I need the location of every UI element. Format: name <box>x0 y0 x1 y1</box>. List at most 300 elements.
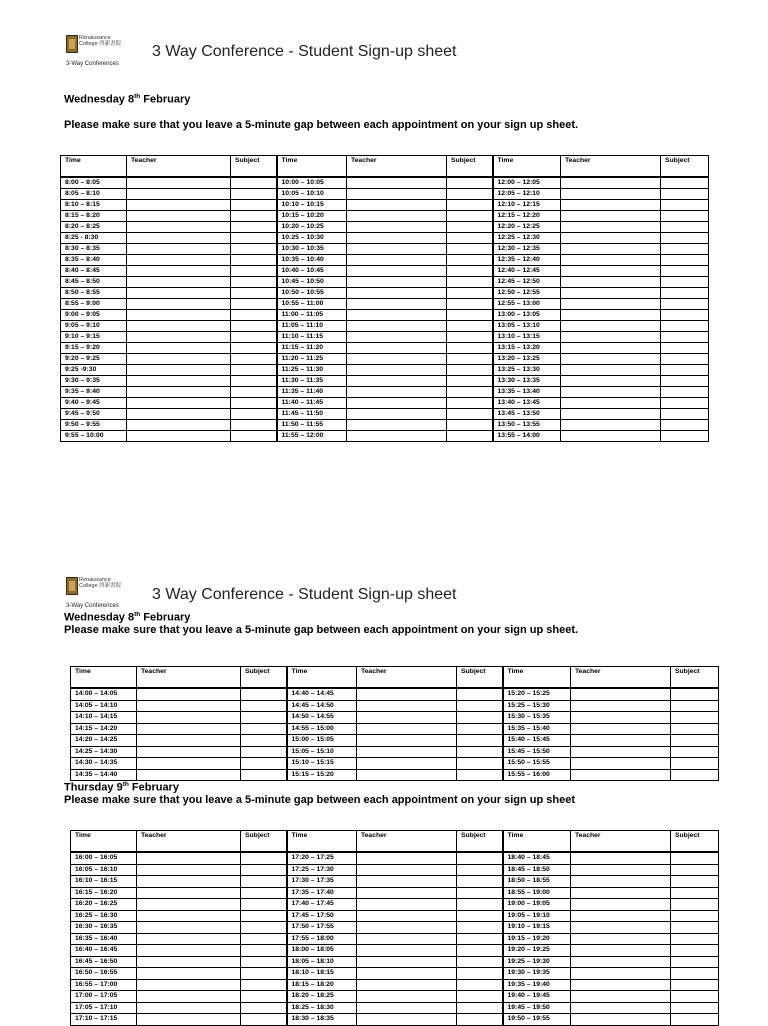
subject-cell[interactable] <box>241 1002 287 1014</box>
teacher-cell[interactable] <box>571 723 671 735</box>
subject-cell[interactable] <box>457 735 503 747</box>
teacher-cell[interactable] <box>357 933 457 945</box>
subject-cell[interactable] <box>671 864 719 876</box>
teacher-cell[interactable] <box>561 200 661 211</box>
subject-cell[interactable] <box>241 864 287 876</box>
teacher-cell[interactable] <box>357 945 457 957</box>
teacher-cell[interactable] <box>127 255 231 266</box>
subject-cell[interactable] <box>447 409 493 420</box>
teacher-cell[interactable] <box>347 354 447 365</box>
teacher-cell[interactable] <box>347 376 447 387</box>
teacher-cell[interactable] <box>137 910 241 922</box>
subject-cell[interactable] <box>671 1002 719 1014</box>
teacher-cell[interactable] <box>127 222 231 233</box>
subject-cell[interactable] <box>241 899 287 911</box>
time-slot: 12:40 – 12:45 <box>493 266 561 277</box>
subject-cell[interactable] <box>241 945 287 957</box>
subject-cell[interactable] <box>671 945 719 957</box>
teacher-cell[interactable] <box>571 712 671 724</box>
teacher-cell[interactable] <box>127 343 231 354</box>
subject-cell[interactable] <box>447 266 493 277</box>
teacher-cell[interactable] <box>127 409 231 420</box>
subject-cell[interactable] <box>447 277 493 288</box>
teacher-cell[interactable] <box>347 177 447 189</box>
subject-cell[interactable] <box>661 277 709 288</box>
subject-cell[interactable] <box>457 700 503 712</box>
teacher-cell[interactable] <box>137 876 241 888</box>
subject-cell[interactable] <box>231 376 277 387</box>
subject-cell[interactable] <box>661 266 709 277</box>
teacher-cell[interactable] <box>347 398 447 409</box>
subject-cell[interactable] <box>241 991 287 1003</box>
subject-cell[interactable] <box>447 299 493 310</box>
subject-cell[interactable] <box>447 431 493 442</box>
subject-cell[interactable] <box>241 910 287 922</box>
teacher-cell[interactable] <box>127 177 231 189</box>
subject-cell[interactable] <box>671 688 719 700</box>
teacher-cell[interactable] <box>347 255 447 266</box>
table-row <box>71 979 719 991</box>
day-heading: Wednesday 8th February <box>64 93 191 106</box>
time-slot: 19:00 – 19:05 <box>503 899 571 911</box>
teacher-cell[interactable] <box>561 420 661 431</box>
subject-cell[interactable] <box>661 255 709 266</box>
teacher-cell[interactable] <box>357 735 457 747</box>
teacher-cell[interactable] <box>561 189 661 200</box>
teacher-cell[interactable] <box>127 299 231 310</box>
subject-cell[interactable] <box>671 933 719 945</box>
teacher-cell[interactable] <box>561 177 661 189</box>
teacher-cell[interactable] <box>561 365 661 376</box>
subject-cell[interactable] <box>661 354 709 365</box>
subject-cell[interactable] <box>231 299 277 310</box>
teacher-cell[interactable] <box>561 266 661 277</box>
teacher-cell[interactable] <box>571 735 671 747</box>
teacher-cell[interactable] <box>357 910 457 922</box>
teacher-cell[interactable] <box>137 769 241 781</box>
teacher-cell[interactable] <box>347 420 447 431</box>
subject-cell[interactable] <box>457 899 503 911</box>
teacher-cell[interactable] <box>561 321 661 332</box>
subject-cell[interactable] <box>241 956 287 968</box>
teacher-cell[interactable] <box>357 1002 457 1014</box>
subject-cell[interactable] <box>671 735 719 747</box>
subject-cell[interactable] <box>241 968 287 980</box>
subject-cell[interactable] <box>231 222 277 233</box>
teacher-cell[interactable] <box>561 277 661 288</box>
subject-cell[interactable] <box>457 945 503 957</box>
subject-cell[interactable] <box>671 700 719 712</box>
signup-table-thursday <box>70 830 719 1026</box>
subject-cell[interactable] <box>241 1014 287 1026</box>
subject-cell[interactable] <box>241 712 287 724</box>
teacher-cell[interactable] <box>357 876 457 888</box>
teacher-cell[interactable] <box>347 233 447 244</box>
subject-cell[interactable] <box>241 876 287 888</box>
subject-cell[interactable] <box>447 310 493 321</box>
teacher-cell[interactable] <box>347 365 447 376</box>
teacher-cell[interactable] <box>137 899 241 911</box>
subject-cell[interactable] <box>447 398 493 409</box>
teacher-cell[interactable] <box>127 387 231 398</box>
teacher-cell[interactable] <box>137 887 241 899</box>
teacher-cell[interactable] <box>561 376 661 387</box>
subject-cell[interactable] <box>661 398 709 409</box>
teacher-cell[interactable] <box>571 968 671 980</box>
teacher-cell[interactable] <box>127 288 231 299</box>
column-header: Subject <box>447 156 493 178</box>
teacher-cell[interactable] <box>137 956 241 968</box>
subject-cell[interactable] <box>447 177 493 189</box>
subject-cell[interactable] <box>231 288 277 299</box>
subject-cell[interactable] <box>457 688 503 700</box>
time-slot: 8:05 – 8:10 <box>61 189 127 200</box>
subject-cell[interactable] <box>241 723 287 735</box>
teacher-cell[interactable] <box>571 1014 671 1026</box>
subject-cell[interactable] <box>671 956 719 968</box>
subject-cell[interactable] <box>661 222 709 233</box>
subject-cell[interactable] <box>447 321 493 332</box>
subject-cell[interactable] <box>447 189 493 200</box>
subject-cell[interactable] <box>661 387 709 398</box>
teacher-cell[interactable] <box>571 979 671 991</box>
teacher-cell[interactable] <box>357 746 457 758</box>
teacher-cell[interactable] <box>137 735 241 747</box>
teacher-cell[interactable] <box>561 343 661 354</box>
subject-cell[interactable] <box>231 431 277 442</box>
subject-cell[interactable] <box>457 1002 503 1014</box>
subject-cell[interactable] <box>661 177 709 189</box>
subject-cell[interactable] <box>661 343 709 354</box>
subject-cell[interactable] <box>447 420 493 431</box>
logo-subtitle: 3-Way Conferences <box>66 61 119 67</box>
subject-cell[interactable] <box>231 266 277 277</box>
teacher-cell[interactable] <box>571 899 671 911</box>
teacher-cell[interactable] <box>571 956 671 968</box>
subject-cell[interactable] <box>231 277 277 288</box>
subject-cell[interactable] <box>231 177 277 189</box>
subject-cell[interactable] <box>457 922 503 934</box>
teacher-cell[interactable] <box>137 991 241 1003</box>
teacher-cell[interactable] <box>137 688 241 700</box>
subject-cell[interactable] <box>661 409 709 420</box>
subject-cell[interactable] <box>457 968 503 980</box>
teacher-cell[interactable] <box>357 887 457 899</box>
subject-cell[interactable] <box>241 887 287 899</box>
teacher-cell[interactable] <box>127 321 231 332</box>
subject-cell[interactable] <box>457 933 503 945</box>
subject-cell[interactable] <box>661 299 709 310</box>
subject-cell[interactable] <box>447 376 493 387</box>
subject-cell[interactable] <box>671 769 719 781</box>
subject-cell[interactable] <box>447 244 493 255</box>
subject-cell[interactable] <box>457 864 503 876</box>
time-slot: 13:55 – 14:00 <box>493 431 561 442</box>
teacher-cell[interactable] <box>561 211 661 222</box>
subject-cell[interactable] <box>231 420 277 431</box>
teacher-cell[interactable] <box>137 968 241 980</box>
teacher-cell[interactable] <box>127 332 231 343</box>
teacher-cell[interactable] <box>571 746 671 758</box>
subject-cell[interactable] <box>671 758 719 770</box>
teacher-cell[interactable] <box>127 277 231 288</box>
teacher-cell[interactable] <box>561 310 661 321</box>
subject-cell[interactable] <box>671 712 719 724</box>
subject-cell[interactable] <box>661 310 709 321</box>
subject-cell[interactable] <box>671 899 719 911</box>
teacher-cell[interactable] <box>357 1014 457 1026</box>
teacher-cell[interactable] <box>561 255 661 266</box>
subject-cell[interactable] <box>457 956 503 968</box>
teacher-cell[interactable] <box>137 1014 241 1026</box>
teacher-cell[interactable] <box>137 852 241 864</box>
subject-cell[interactable] <box>661 321 709 332</box>
subject-cell[interactable] <box>241 979 287 991</box>
table-row <box>71 1014 719 1026</box>
teacher-cell[interactable] <box>127 211 231 222</box>
subject-cell[interactable] <box>241 769 287 781</box>
teacher-cell[interactable] <box>347 299 447 310</box>
teacher-cell[interactable] <box>561 387 661 398</box>
teacher-cell[interactable] <box>357 968 457 980</box>
time-slot: 8:45 – 8:50 <box>61 277 127 288</box>
teacher-cell[interactable] <box>357 899 457 911</box>
subject-cell[interactable] <box>447 365 493 376</box>
subject-cell[interactable] <box>457 887 503 899</box>
table-row <box>71 746 719 758</box>
subject-cell[interactable] <box>671 910 719 922</box>
teacher-cell[interactable] <box>137 1002 241 1014</box>
teacher-cell[interactable] <box>127 189 231 200</box>
teacher-cell[interactable] <box>137 864 241 876</box>
teacher-cell[interactable] <box>357 979 457 991</box>
teacher-cell[interactable] <box>127 376 231 387</box>
subject-cell[interactable] <box>661 431 709 442</box>
teacher-cell[interactable] <box>127 200 231 211</box>
table-row <box>61 420 709 431</box>
teacher-cell[interactable] <box>357 922 457 934</box>
subject-cell[interactable] <box>447 354 493 365</box>
subject-cell[interactable] <box>671 968 719 980</box>
subject-cell[interactable] <box>661 244 709 255</box>
teacher-cell[interactable] <box>347 189 447 200</box>
subject-cell[interactable] <box>231 387 277 398</box>
subject-cell[interactable] <box>671 723 719 735</box>
subject-cell[interactable] <box>671 922 719 934</box>
teacher-cell[interactable] <box>571 910 671 922</box>
teacher-cell[interactable] <box>571 769 671 781</box>
subject-cell[interactable] <box>671 746 719 758</box>
teacher-cell[interactable] <box>561 431 661 442</box>
time-slot: 13:10 – 13:15 <box>493 332 561 343</box>
subject-cell[interactable] <box>231 332 277 343</box>
teacher-cell[interactable] <box>137 700 241 712</box>
time-slot: 17:00 – 17:05 <box>71 991 137 1003</box>
subject-cell[interactable] <box>457 758 503 770</box>
subject-cell[interactable] <box>457 723 503 735</box>
subject-cell[interactable] <box>231 200 277 211</box>
subject-cell[interactable] <box>671 979 719 991</box>
teacher-cell[interactable] <box>561 299 661 310</box>
teacher-cell[interactable] <box>561 222 661 233</box>
subject-cell[interactable] <box>241 852 287 864</box>
subject-cell[interactable] <box>457 1014 503 1026</box>
teacher-cell[interactable] <box>571 887 671 899</box>
teacher-cell[interactable] <box>561 354 661 365</box>
teacher-cell[interactable] <box>137 922 241 934</box>
teacher-cell[interactable] <box>571 852 671 864</box>
teacher-cell[interactable] <box>137 746 241 758</box>
teacher-cell[interactable] <box>357 712 457 724</box>
teacher-cell[interactable] <box>347 277 447 288</box>
subject-cell[interactable] <box>661 200 709 211</box>
teacher-cell[interactable] <box>561 288 661 299</box>
subject-cell[interactable] <box>661 420 709 431</box>
teacher-cell[interactable] <box>561 244 661 255</box>
subject-cell[interactable] <box>231 398 277 409</box>
subject-cell[interactable] <box>457 979 503 991</box>
subject-cell[interactable] <box>457 991 503 1003</box>
subject-cell[interactable] <box>447 211 493 222</box>
subject-cell[interactable] <box>231 321 277 332</box>
teacher-cell[interactable] <box>571 945 671 957</box>
subject-cell[interactable] <box>457 876 503 888</box>
teacher-cell[interactable] <box>561 409 661 420</box>
teacher-cell[interactable] <box>571 688 671 700</box>
subject-cell[interactable] <box>447 200 493 211</box>
teacher-cell[interactable] <box>127 398 231 409</box>
teacher-cell[interactable] <box>347 332 447 343</box>
teacher-cell[interactable] <box>347 244 447 255</box>
subject-cell[interactable] <box>241 922 287 934</box>
teacher-cell[interactable] <box>571 922 671 934</box>
subject-cell[interactable] <box>447 387 493 398</box>
teacher-cell[interactable] <box>127 354 231 365</box>
teacher-cell[interactable] <box>347 409 447 420</box>
subject-cell[interactable] <box>671 852 719 864</box>
teacher-cell[interactable] <box>357 758 457 770</box>
subject-cell[interactable] <box>231 233 277 244</box>
teacher-cell[interactable] <box>347 310 447 321</box>
subject-cell[interactable] <box>671 887 719 899</box>
subject-cell[interactable] <box>457 769 503 781</box>
subject-cell[interactable] <box>457 712 503 724</box>
teacher-cell[interactable] <box>571 991 671 1003</box>
teacher-cell[interactable] <box>127 266 231 277</box>
time-slot: 18:15 – 18:20 <box>287 979 357 991</box>
subject-cell[interactable] <box>457 852 503 864</box>
subject-cell[interactable] <box>231 343 277 354</box>
subject-cell[interactable] <box>241 688 287 700</box>
subject-cell[interactable] <box>447 332 493 343</box>
subject-cell[interactable] <box>231 255 277 266</box>
teacher-cell[interactable] <box>571 876 671 888</box>
teacher-cell[interactable] <box>137 723 241 735</box>
teacher-cell[interactable] <box>347 431 447 442</box>
subject-cell[interactable] <box>661 288 709 299</box>
teacher-cell[interactable] <box>357 723 457 735</box>
teacher-cell[interactable] <box>347 321 447 332</box>
subject-cell[interactable] <box>231 354 277 365</box>
subject-cell[interactable] <box>241 735 287 747</box>
teacher-cell[interactable] <box>561 398 661 409</box>
teacher-cell[interactable] <box>137 945 241 957</box>
subject-cell[interactable] <box>231 409 277 420</box>
subject-cell[interactable] <box>447 343 493 354</box>
teacher-cell[interactable] <box>357 956 457 968</box>
teacher-cell[interactable] <box>127 233 231 244</box>
teacher-cell[interactable] <box>357 769 457 781</box>
teacher-cell[interactable] <box>561 233 661 244</box>
subject-cell[interactable] <box>231 189 277 200</box>
subject-cell[interactable] <box>241 933 287 945</box>
subject-cell[interactable] <box>661 376 709 387</box>
teacher-cell[interactable] <box>561 332 661 343</box>
time-slot: 11:00 – 11:05 <box>277 310 347 321</box>
teacher-cell[interactable] <box>571 933 671 945</box>
teacher-cell[interactable] <box>127 365 231 376</box>
subject-cell[interactable] <box>457 746 503 758</box>
subject-cell[interactable] <box>447 233 493 244</box>
teacher-cell[interactable] <box>347 343 447 354</box>
subject-cell[interactable] <box>447 222 493 233</box>
subject-cell[interactable] <box>447 255 493 266</box>
time-slot: 10:40 – 10:45 <box>277 266 347 277</box>
subject-cell[interactable] <box>671 991 719 1003</box>
subject-cell[interactable] <box>671 876 719 888</box>
teacher-cell[interactable] <box>347 266 447 277</box>
teacher-cell[interactable] <box>347 211 447 222</box>
subject-cell[interactable] <box>457 910 503 922</box>
subject-cell[interactable] <box>241 758 287 770</box>
teacher-cell[interactable] <box>347 387 447 398</box>
teacher-cell[interactable] <box>347 222 447 233</box>
teacher-cell[interactable] <box>571 758 671 770</box>
teacher-cell[interactable] <box>137 712 241 724</box>
subject-cell[interactable] <box>231 365 277 376</box>
teacher-cell[interactable] <box>357 864 457 876</box>
teacher-cell[interactable] <box>571 1002 671 1014</box>
subject-cell[interactable] <box>231 244 277 255</box>
teacher-cell[interactable] <box>127 431 231 442</box>
subject-cell[interactable] <box>661 365 709 376</box>
subject-cell[interactable] <box>241 746 287 758</box>
teacher-cell[interactable] <box>571 864 671 876</box>
teacher-cell[interactable] <box>357 852 457 864</box>
teacher-cell[interactable] <box>347 288 447 299</box>
teacher-cell[interactable] <box>571 700 671 712</box>
subject-cell[interactable] <box>661 211 709 222</box>
subject-cell[interactable] <box>661 189 709 200</box>
teacher-cell[interactable] <box>357 991 457 1003</box>
teacher-cell[interactable] <box>127 310 231 321</box>
subject-cell[interactable] <box>241 700 287 712</box>
subject-cell[interactable] <box>231 310 277 321</box>
teacher-cell[interactable] <box>137 979 241 991</box>
teacher-cell[interactable] <box>127 244 231 255</box>
teacher-cell[interactable] <box>137 758 241 770</box>
subject-cell[interactable] <box>671 1014 719 1026</box>
teacher-cell[interactable] <box>357 700 457 712</box>
teacher-cell[interactable] <box>127 420 231 431</box>
subject-cell[interactable] <box>231 211 277 222</box>
teacher-cell[interactable] <box>357 688 457 700</box>
teacher-cell[interactable] <box>347 200 447 211</box>
subject-cell[interactable] <box>661 332 709 343</box>
subject-cell[interactable] <box>447 288 493 299</box>
subject-cell[interactable] <box>661 233 709 244</box>
teacher-cell[interactable] <box>137 933 241 945</box>
